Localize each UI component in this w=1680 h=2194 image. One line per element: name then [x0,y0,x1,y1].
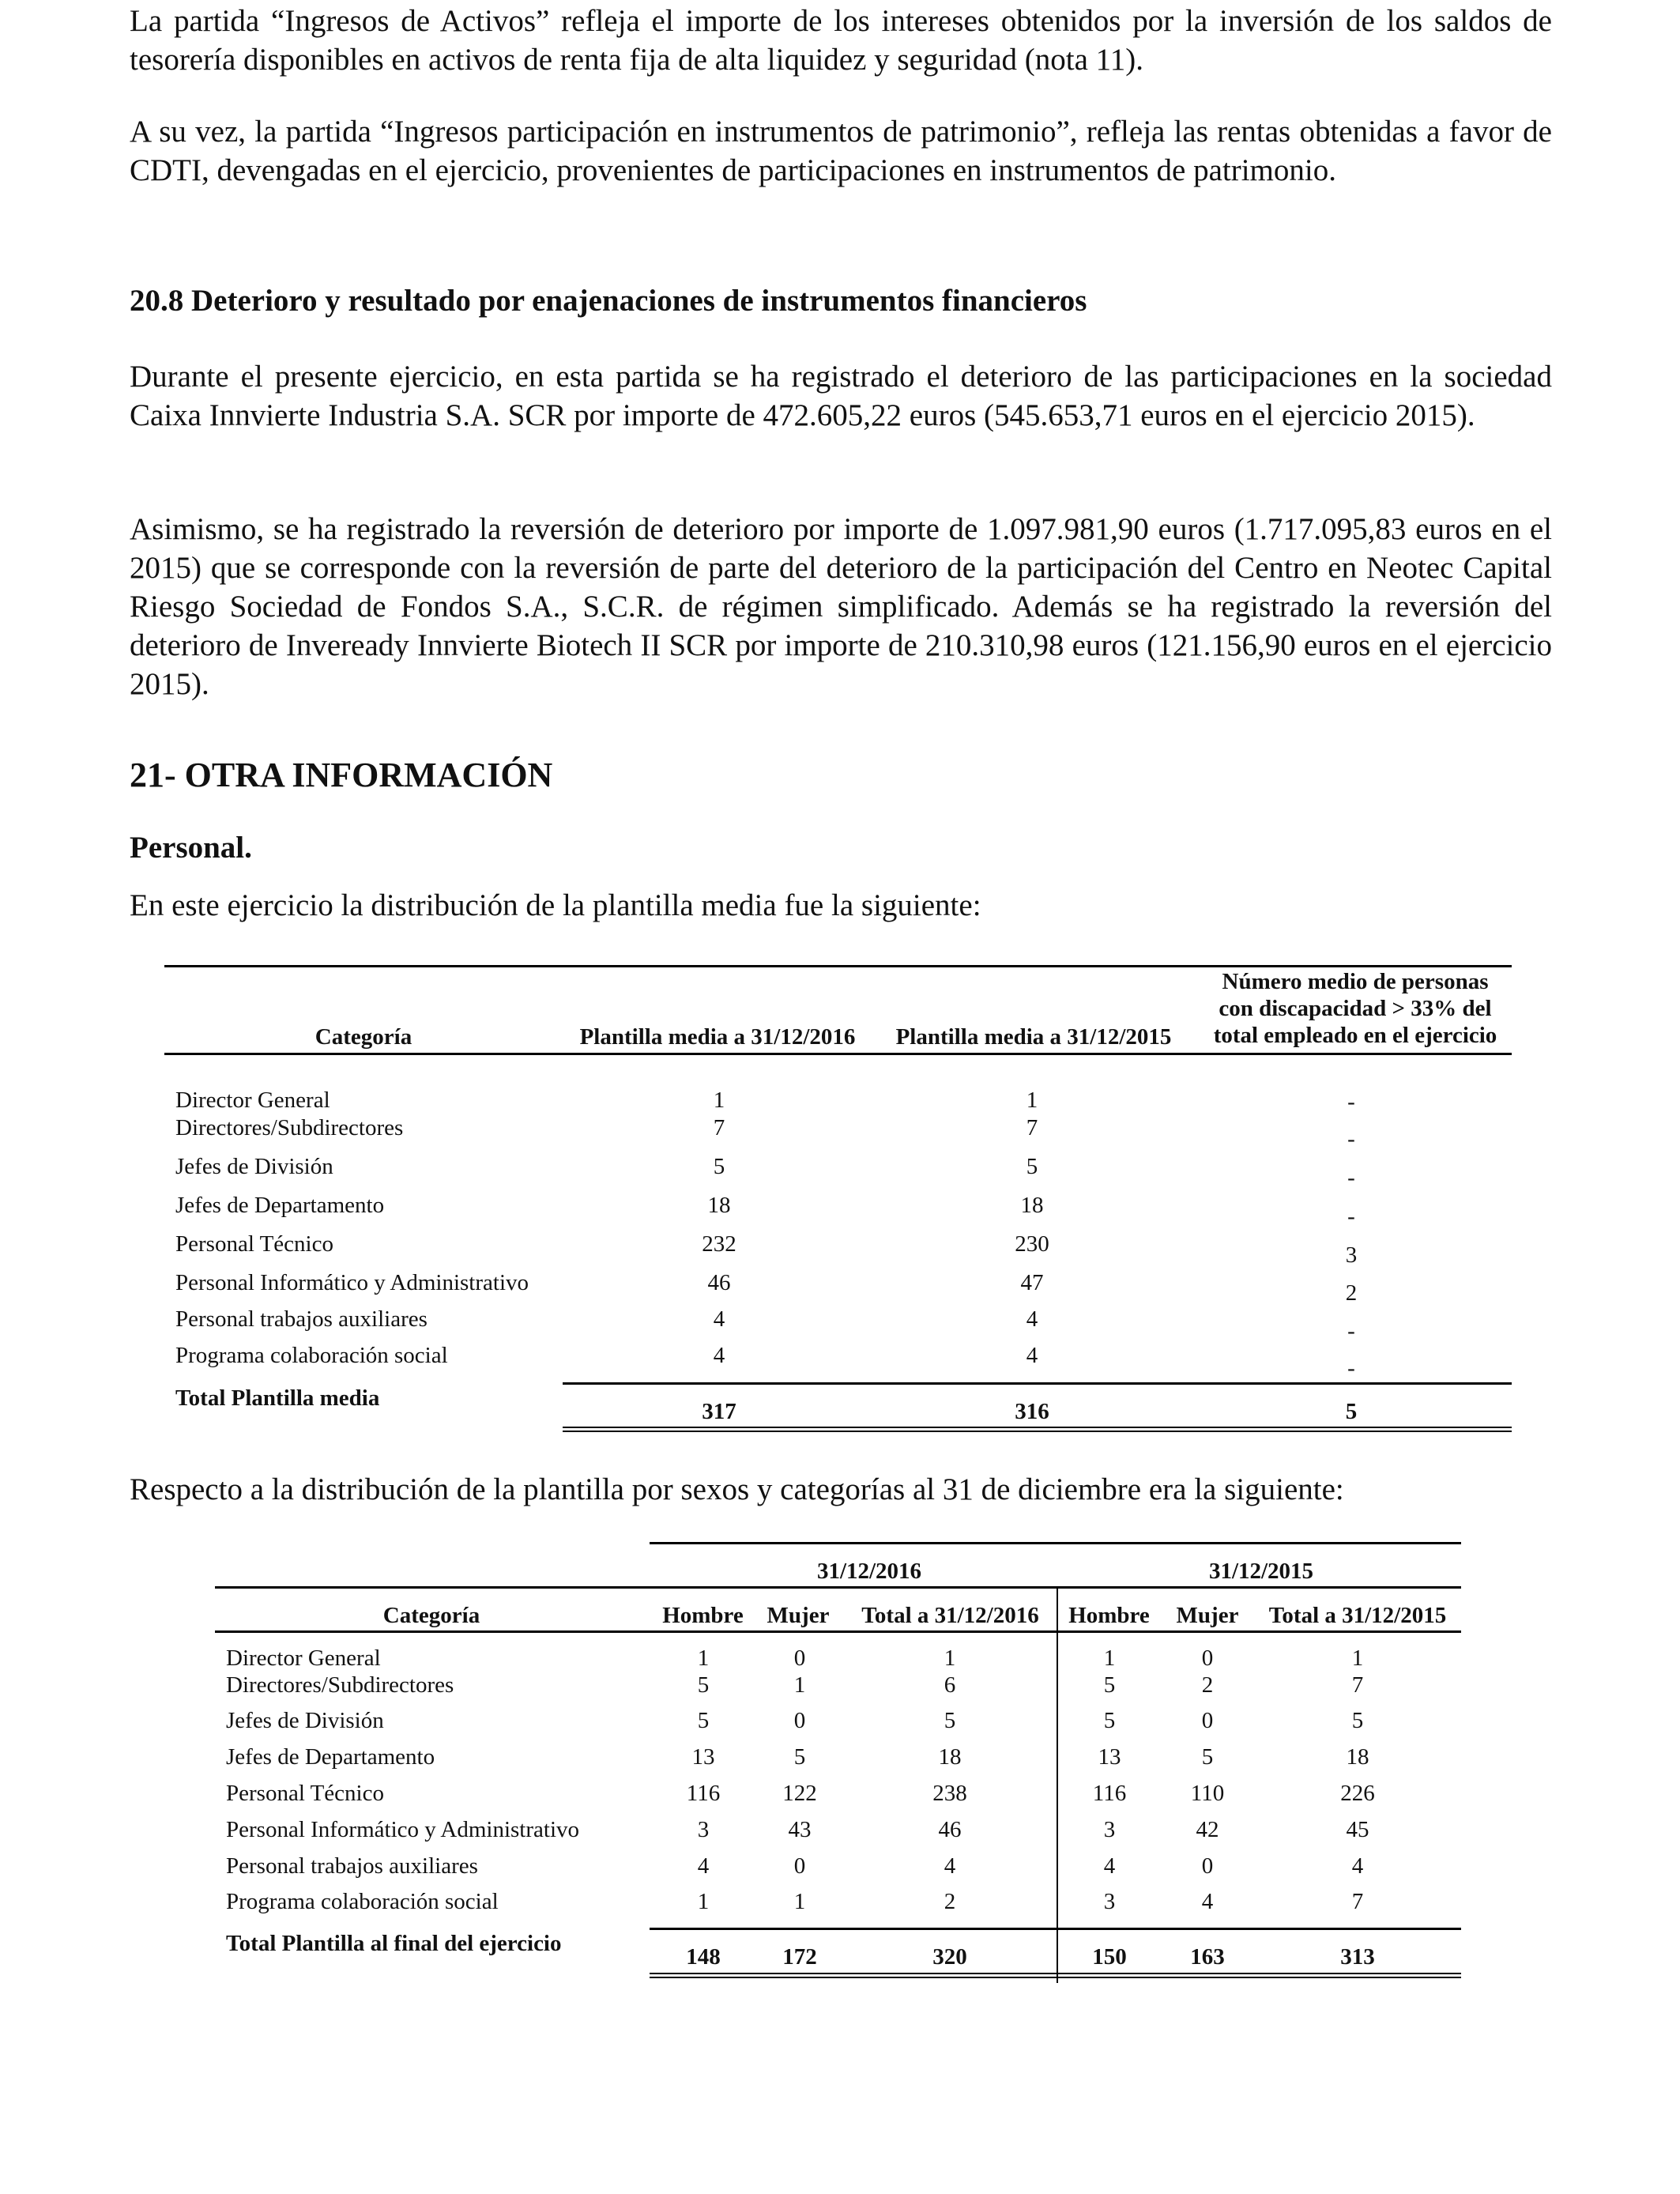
cell-mujer-2016: 1 [793,1672,806,1698]
cell-mujer-2015: 110 [1190,1781,1225,1806]
cell-total-2015: 7 [1351,1889,1364,1914]
intro-table-2: Respecto a la distribución de la plantilla por sexos y categorías al 31 de diciembre era la siguiente: [130,1472,1344,1506]
table-rule [215,1630,1461,1633]
row-label: Personal trabajos auxiliares [226,1853,478,1879]
row-label: Personal Informático y Administrativo [226,1817,580,1842]
table-rule [164,965,1512,967]
header-plantilla-2016: Plantilla media a 31/12/2016 [579,1024,856,1050]
cell-2016: 46 [707,1270,731,1295]
cell-total-2015: 4 [1351,1853,1364,1879]
cell-hombre-2016: 3 [697,1817,710,1842]
row-label: Jefes de División [226,1708,384,1733]
header-categoria: Categoría [315,1024,412,1050]
total-2016: 317 [702,1399,736,1424]
cell-mujer-2016: 0 [793,1708,806,1733]
paragraph-ingresos-activos: La partida “Ingresos de Activos” refleja el importe de los intereses obtenidos por la inversión de los saldos de tesorería disponibles en activos de renta fija de alta liquidez y seguridad (nota 11). [130,4,1552,77]
header-discapacidad-line1: Número medio de personas [1222,969,1489,994]
total-total-2016: 320 [932,1944,967,1970]
cell-discapacidad: - [1347,1318,1355,1344]
cell-discapacidad: 3 [1345,1242,1358,1268]
cell-hombre-2016: 1 [697,1646,710,1671]
cell-hombre-2016: 1 [697,1889,710,1914]
row-label: Personal Técnico [226,1781,384,1806]
cell-mujer-2015: 4 [1201,1889,1214,1914]
cell-discapacidad: - [1347,1089,1355,1114]
cell-hombre-2016: 5 [697,1672,710,1698]
column-divider [1057,1588,1058,1983]
table-rule [215,1586,1461,1589]
row-label: Personal Informático y Administrativo [175,1270,529,1295]
cell-total-2016: 2 [944,1889,956,1914]
total-discapacidad: 5 [1345,1399,1358,1424]
cell-2016: 7 [713,1115,725,1140]
header-total-2015: Total a 31/12/2015 [1268,1603,1447,1628]
section-heading-21: 21- OTRA INFORMACIÓN [130,756,553,794]
row-label: Director General [226,1646,381,1671]
row-label: Jefes de Departamento [226,1744,435,1770]
total-2015: 316 [1015,1399,1049,1424]
total-total-2015: 313 [1340,1944,1375,1970]
row-label: Directores/Subdirectores [226,1672,454,1698]
cell-hombre-2015: 4 [1103,1853,1116,1879]
double-rule-top [563,1427,1512,1428]
cell-discapacidad: - [1347,1126,1355,1152]
cell-mujer-2015: 42 [1196,1817,1219,1842]
cell-2015: 7 [1026,1115,1038,1140]
header-mujer-2016: Mujer [767,1603,830,1628]
cell-total-2016: 4 [944,1853,956,1879]
double-rule-bottom [563,1431,1512,1432]
header-plantilla-2015: Plantilla media a 31/12/2015 [895,1024,1172,1050]
header-total-2016: Total a 31/12/2016 [861,1603,1039,1628]
cell-2015: 18 [1020,1193,1044,1218]
cell-total-2015: 7 [1351,1672,1364,1698]
table-rule [650,1542,1461,1544]
header-discapacidad-line2: con discapacidad > 33% del [1219,996,1492,1021]
cell-hombre-2016: 116 [686,1781,721,1806]
header-date-2016: 31/12/2016 [816,1559,922,1584]
cell-2016: 4 [713,1306,725,1332]
cell-2016: 232 [702,1231,736,1257]
cell-mujer-2016: 0 [793,1853,806,1879]
row-label: Personal Técnico [175,1231,333,1257]
cell-total-2016: 46 [938,1817,962,1842]
cell-discapacidad: 2 [1345,1280,1358,1306]
cell-mujer-2015: 0 [1201,1853,1214,1879]
cell-2016: 18 [707,1193,731,1218]
cell-2015: 4 [1026,1306,1038,1332]
cell-mujer-2016: 0 [793,1646,806,1671]
cell-hombre-2015: 1 [1103,1646,1116,1671]
cell-hombre-2015: 5 [1103,1708,1116,1733]
cell-hombre-2015: 116 [1092,1781,1127,1806]
cell-hombre-2016: 5 [697,1708,710,1733]
subheading-personal: Personal. [130,831,252,865]
header-mujer-2015: Mujer [1176,1603,1239,1628]
cell-total-2016: 5 [944,1708,956,1733]
cell-2015: 47 [1020,1270,1044,1295]
cell-discapacidad: - [1347,1165,1355,1190]
cell-total-2016: 18 [938,1744,962,1770]
cell-discapacidad: - [1347,1355,1355,1381]
double-rule-top [650,1973,1461,1974]
cell-hombre-2016: 4 [697,1853,710,1879]
row-label: Programa colaboración social [226,1889,499,1914]
total-hombre-2015: 150 [1092,1944,1127,1970]
cell-2015: 4 [1026,1343,1038,1368]
cell-mujer-2016: 43 [788,1817,812,1842]
header-hombre-2015: Hombre [1068,1603,1150,1628]
cell-hombre-2015: 13 [1098,1744,1121,1770]
header-categoria: Categoría [382,1603,480,1628]
cell-total-2016: 6 [944,1672,956,1698]
header-date-2015: 31/12/2015 [1208,1559,1314,1584]
cell-hombre-2015: 3 [1103,1817,1116,1842]
cell-mujer-2015: 2 [1201,1672,1214,1698]
total-hombre-2016: 148 [686,1944,721,1970]
cell-total-2015: 45 [1346,1817,1369,1842]
cell-2015: 1 [1026,1088,1038,1113]
cell-2016: 5 [713,1154,725,1179]
row-label: Directores/Subdirectores [175,1115,404,1140]
cell-hombre-2016: 13 [691,1744,715,1770]
section-heading-20-8: 20.8 Deterioro y resultado por enajenaciones de instrumentos financieros [130,284,1087,318]
row-label: Director General [175,1088,330,1113]
total-mujer-2015: 163 [1190,1944,1225,1970]
double-rule-bottom [650,1977,1461,1978]
cell-hombre-2015: 5 [1103,1672,1116,1698]
cell-2016: 1 [713,1088,725,1113]
cell-mujer-2015: 0 [1201,1708,1214,1733]
cell-mujer-2016: 122 [782,1781,817,1806]
cell-2016: 4 [713,1343,725,1368]
cell-total-2015: 5 [1351,1708,1364,1733]
cell-total-2015: 1 [1351,1646,1364,1671]
total-label: Total Plantilla al final del ejercicio [226,1931,562,1956]
row-label: Programa colaboración social [175,1343,448,1368]
total-rule [650,1928,1461,1930]
cell-total-2015: 18 [1346,1744,1369,1770]
header-hombre-2016: Hombre [662,1603,744,1628]
intro-table-1: En este ejercicio la distribución de la plantilla media fue la siguiente: [130,888,981,922]
cell-total-2016: 1 [944,1646,956,1671]
paragraph-deterioro: Durante el presente ejercicio, en esta partida se ha registrado el deterioro de las participaciones en la sociedad Caixa Innvierte Industria S.A. SCR por importe de 472.605,22 euros (545.653,71 euros en el ejercicio 2015). [130,360,1552,432]
cell-2015: 5 [1026,1154,1038,1179]
cell-discapacidad: - [1347,1204,1355,1229]
total-mujer-2016: 172 [782,1944,817,1970]
cell-mujer-2016: 5 [793,1744,806,1770]
header-discapacidad-line3: total empleado en el ejercicio [1213,1023,1497,1048]
cell-hombre-2015: 3 [1103,1889,1116,1914]
total-label: Total Plantilla media [175,1385,380,1411]
cell-mujer-2016: 1 [793,1889,806,1914]
row-label: Jefes de Departamento [175,1193,385,1218]
row-label: Jefes de División [175,1154,333,1179]
cell-mujer-2015: 0 [1201,1646,1214,1671]
row-label: Personal trabajos auxiliares [175,1306,428,1332]
total-rule [563,1382,1512,1385]
cell-2015: 230 [1015,1231,1049,1257]
table-rule [164,1053,1512,1055]
cell-mujer-2015: 5 [1201,1744,1214,1770]
cell-total-2016: 238 [932,1781,967,1806]
paragraph-reversion: Asimismo, se ha registrado la reversión de deterioro por importe de 1.097.981,90 euros (1.717.095,83 euros en el 2015) que se corresponde con la reversión de parte del deterioro de la participación del Centro en Neotec Capital Riesgo Sociedad de Fondos S.A., S.C.R. de régimen simplificado. Además se ha registrado la reversión del deterioro de Inveready Innvierte Biotech II SCR por importe de 210.310,98 euros (121.156,90 euros en el ejercicio 2015). [130,512,1552,701]
paragraph-ingresos-participacion: A su vez, la partida “Ingresos participación en instrumentos de patrimonio”, refleja las rentas obtenidas a favor de CDTI, devengadas en el ejercicio, provenientes de participaciones en instrumentos de patrimonio. [130,115,1552,187]
cell-total-2015: 226 [1340,1781,1375,1806]
